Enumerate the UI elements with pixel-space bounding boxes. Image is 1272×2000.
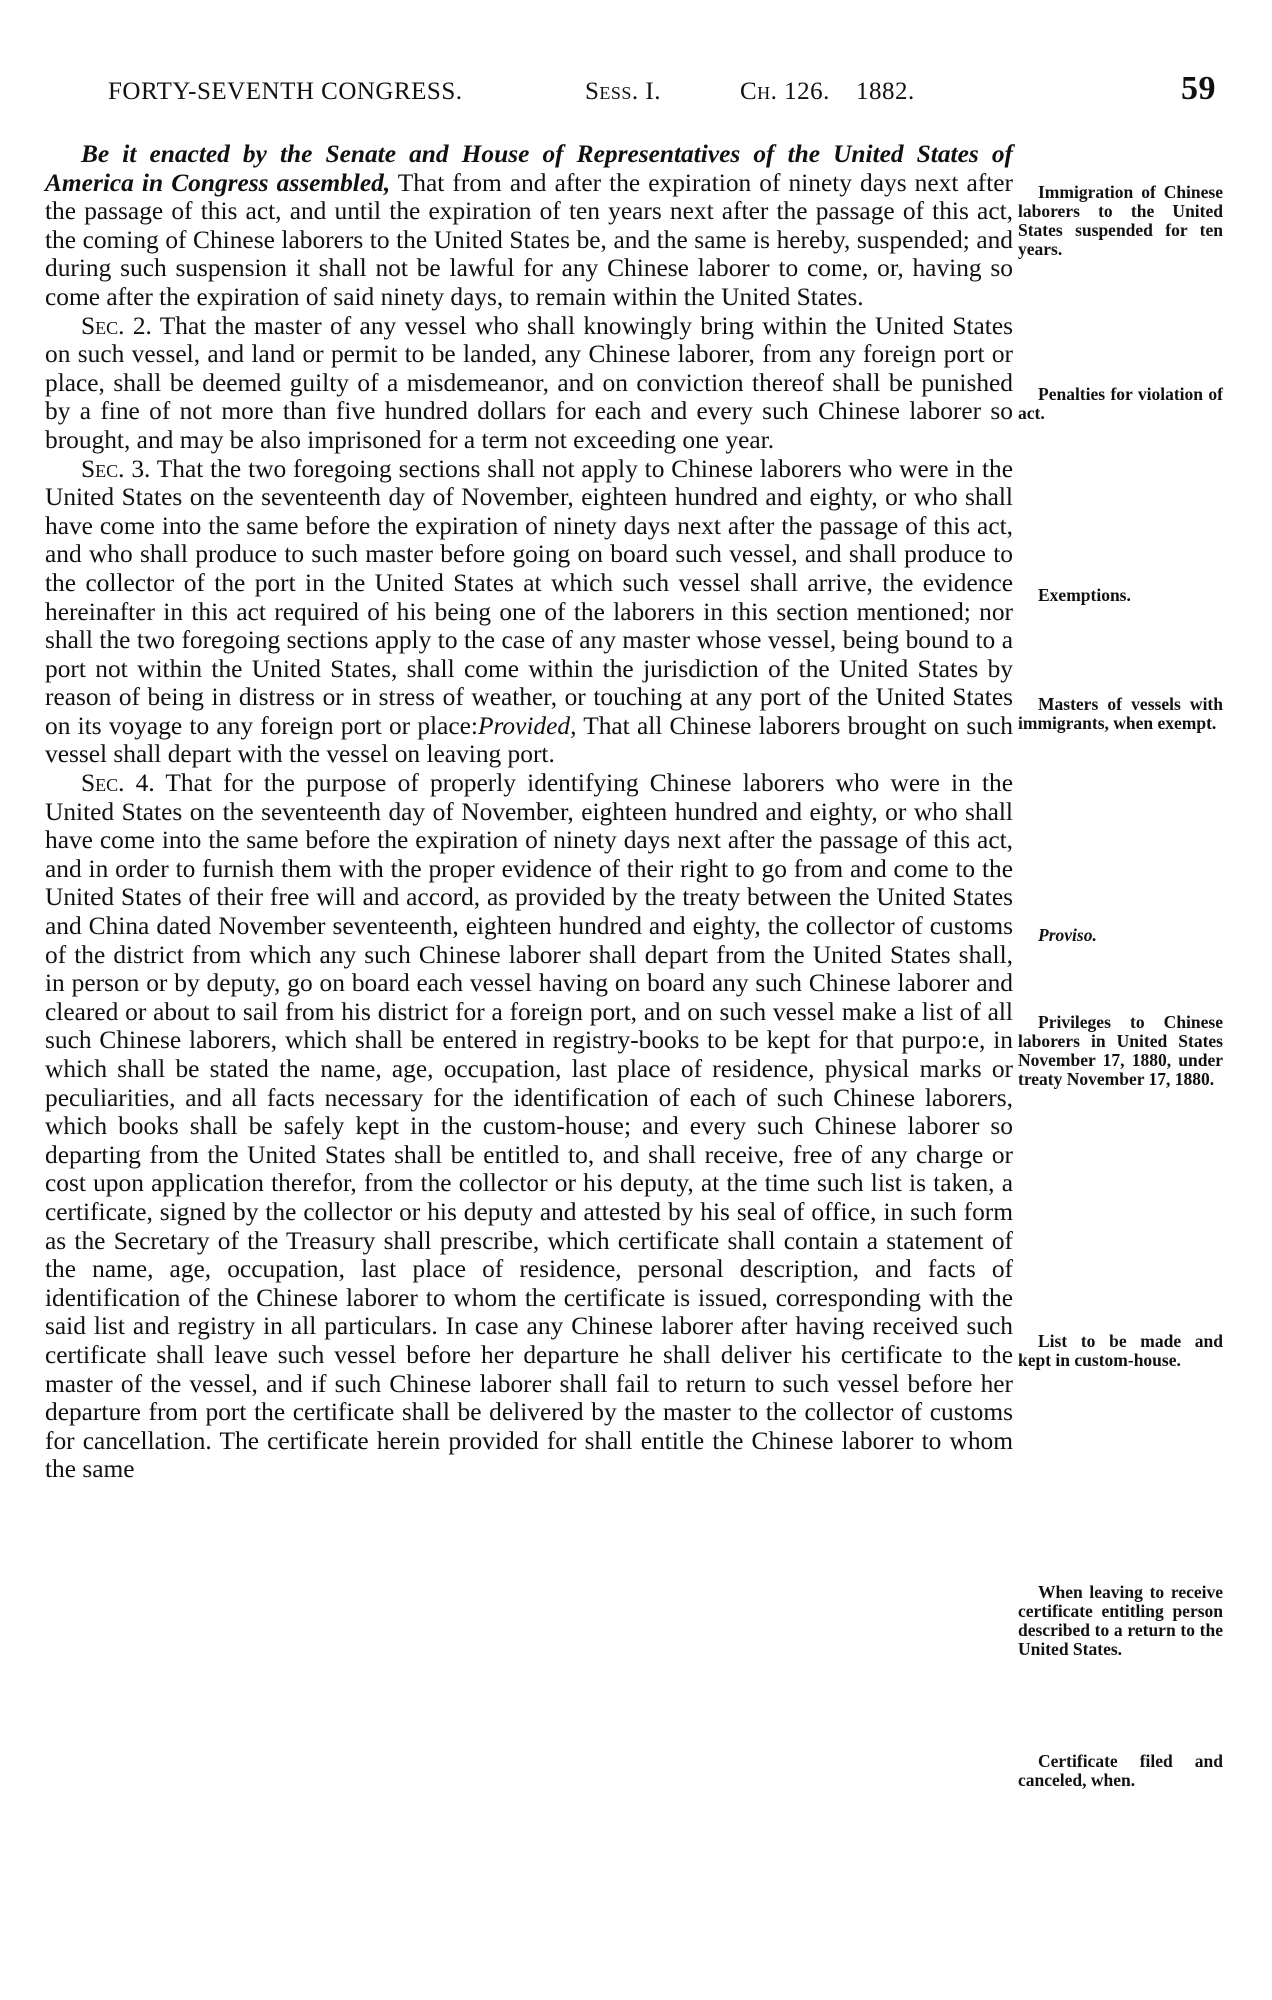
enacting-clause: Be it enacted by the Senate and House of Representatives of the United States of America in Congress assembled, — [45, 140, 1013, 197]
section-2-label: Sec. 2. — [81, 311, 152, 340]
margin-note-exemptions: Exemptions. — [1038, 585, 1131, 605]
enacting-paragraph — [45, 140, 1013, 312]
statute-body — [45, 140, 1013, 1484]
section-3-label: Sec. 3. — [81, 454, 151, 483]
section-1-text: That from and after the expiration of ninety days next after the passage of this act, and until the expiration of ten years next after the passage of this act, the coming of Chinese laborers to the United States be, and the same is hereby, suspended; and during such suspension it shall not be lawful for any Chinese laborer to come, or, having so come after the expiration of said ninety days, to remain within the United States. — [45, 168, 1013, 311]
section-3-paragraph — [45, 455, 1013, 770]
section-3-text: That the two foregoing sections shall not apply to Chinese laborers who were in the United States on the seventeenth day of November, eighteen hundred and eighty, or who shall have come into the same before the expiration of ninety days next after the passage of this act, and who shall produce to such master before going on board such vessel, and shall produce to the collector of the port in the United States at which such vessel shall arrive, the evidence hereinafter in this act required of his being one of the laborers in this section mentioned; nor shall the two foregoing sections apply to the case of any master whose vessel, being bound to a port not within the United States, shall come within the jurisdiction of the United States by reason of being in distress or in stress of weather, or touching at any port of the United States on its voyage to any foreign port or place: — [45, 454, 1013, 740]
section-3-proviso-text: That all Chinese laborers brought on such vessel shall depart with the vessel on leaving port. — [45, 711, 1013, 769]
session-label: Sess. I. — [585, 78, 661, 105]
margin-note-list: List to be made and kept in custom-house. — [1018, 1331, 1223, 1370]
page-header — [108, 70, 1220, 110]
margin-note-immigration: Immigration of Chinese laborers to the United States suspended for ten years. — [1018, 182, 1223, 259]
year-label: 1882. — [856, 78, 915, 105]
provided-word: Provided, — [477, 711, 577, 740]
section-2-text: That the master of any vessel who shall knowingly bring within the United States on such vessel, and land or permit to be landed, any Chinese laborer, from any foreign port or place, shall be deemed guilty of a misdemeanor, and on conviction thereof shall be punished by a fine of not more than five hundred dollars for each and every such Chinese laborer so brought, and may be also imprisoned for a term not exceeding one year. — [45, 311, 1013, 454]
margin-note-canceled: Certificate filed and canceled, when. — [1018, 1751, 1223, 1790]
margin-note-masters: Masters of vessels with immigrants, when exempt. — [1018, 694, 1223, 733]
section-4-text: That for the purpose of properly identifying Chinese laborers who were in the United States on the seventeenth day of November, eighteen hundred and eighty, or who shall have come into the same before the expiration of ninety days next after the passage of this act, and in order to furnish them with the proper evidence of their right to go from and come to the United States of their free will and accord, as provided by the treaty between the United States and China dated November seventeenth, eighteen hundred and eighty, the collector of customs of the district from which any such Chinese laborer shall depart from the United States shall, in person or by deputy, go on board each vessel having on board any such Chinese laborer and cleared or about to sail from his district for a foreign port, and on such vessel make a list of all such Chinese laborers, which shall be entered in registry-books to be kept for that purpo:e, in which shall be stated the name, age, occupation, last place of residence, physical marks or peculiarities, and all facts necessary for the identification of each of such Chinese laborers, which books shall be safely kept in the custom-house; and every such Chinese laborer so departing from the United States shall be entitled to, and shall receive, free of any charge or cost upon application therefor, from the collector or his deputy, at the time such list is taken, a certificate, signed by the collector or his deputy and attested by his seal of office, in such form as the Secretary of the Treasury shall prescribe, which certificate shall contain a statement of the name, age, occupation, last place of residence, personal description, and facts of identification of the Chinese laborer to whom the certificate is issued, corresponding with the said list and registry in all particulars. In case any Chinese laborer after having received such certificate shall leave such vessel before her departure he shall deliver his certificate to the master of the vessel, and if such Chinese laborer shall fail to return to such vessel before her departure from port the certificate shall be delivered by the master to the collector of customs for cancellation. The certificate herein provided for shall entitle the Chinese laborer to whom the same — [45, 769, 1013, 1484]
page-number: 59 — [1181, 70, 1216, 107]
chapter-label: Ch. 126. — [740, 78, 830, 105]
margin-note-certificate: When leaving to receive certificate entitling person described to a return to the United States. — [1018, 1582, 1223, 1659]
congress-title: FORTY-SEVENTH CONGRESS. — [108, 78, 463, 105]
section-2-paragraph — [45, 312, 1013, 455]
section-4-paragraph — [45, 769, 1013, 1484]
section-4-label: Sec. 4. — [81, 769, 155, 798]
margin-note-proviso: Proviso. — [1038, 925, 1097, 945]
margin-note-penalties: Penalties for violation of act. — [1018, 384, 1223, 423]
margin-note-privileges: Privileges to Chinese laborers in United States November 17, 1880, under treaty November 17, 1880. — [1018, 1012, 1223, 1089]
